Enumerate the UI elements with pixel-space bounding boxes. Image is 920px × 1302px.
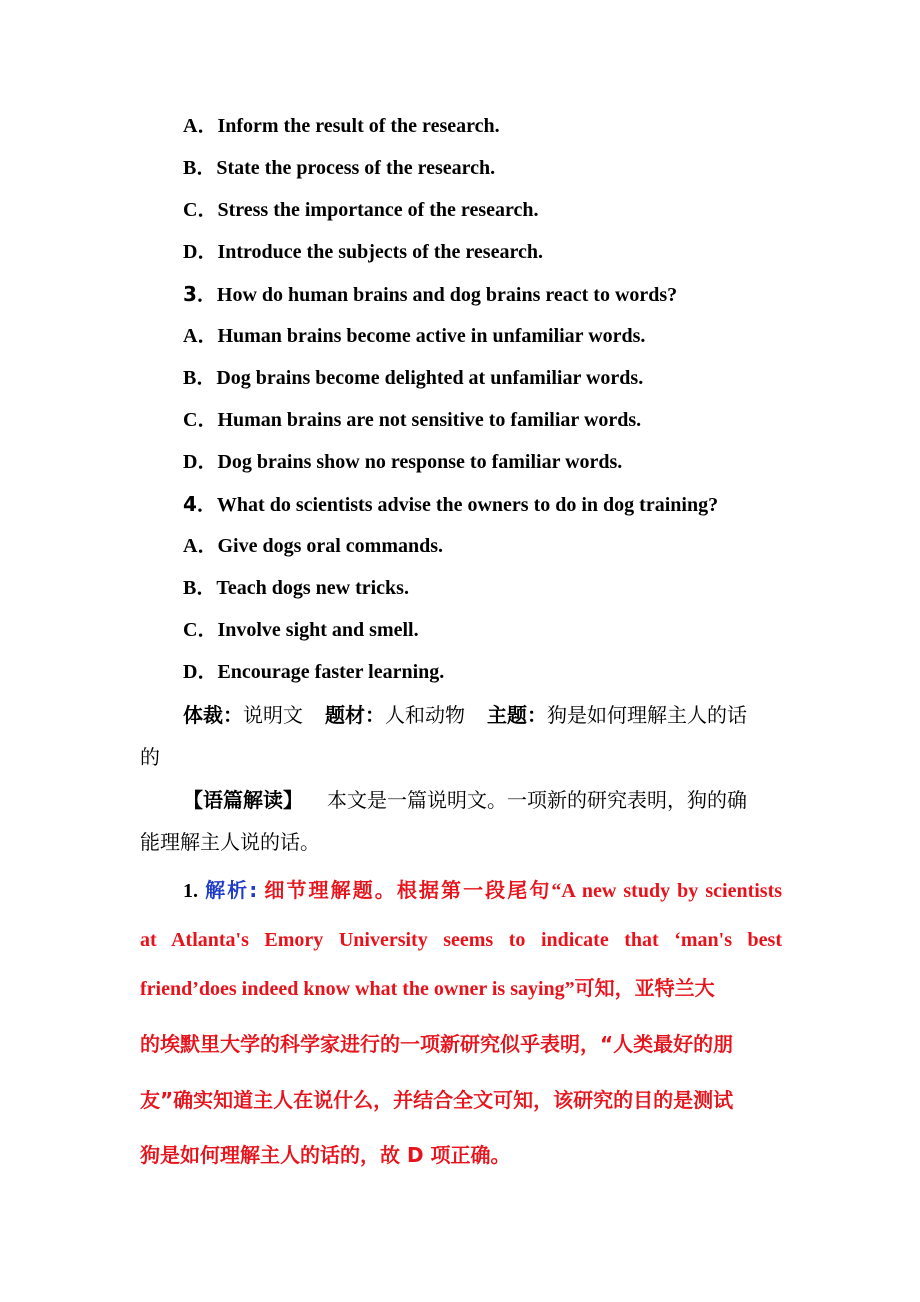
q2-option-a	[183, 114, 500, 138]
theme-value-continued: 的	[140, 745, 160, 769]
analysis-line-3	[140, 976, 782, 1002]
reading-text-continued: 能理解主人说的话。	[140, 830, 320, 854]
meta-line	[183, 702, 747, 728]
option-letter: B．	[183, 367, 217, 389]
q2-option-d	[183, 240, 543, 264]
q3-option-b	[183, 366, 643, 390]
option-letter: D．	[183, 451, 218, 473]
analysis-line-4	[140, 1031, 782, 1057]
option-text: Introduce the subjects of the research.	[217, 241, 543, 263]
analysis-text: 友”确实知道主人在说什么，并结合全文可知，该研究的目的是测试	[140, 1088, 734, 1112]
analysis-line-6	[140, 1142, 782, 1168]
q4-option-a	[183, 534, 443, 558]
q4-option-c	[183, 618, 419, 642]
option-text: Dog brains show no response to familiar words.	[217, 451, 623, 473]
option-letter: D．	[183, 241, 218, 263]
q4-option-b	[183, 576, 409, 600]
q4-stem	[183, 492, 718, 517]
analysis-line-2	[140, 927, 782, 953]
option-letter: A．	[183, 325, 218, 347]
analysis-text: 狗是如何理解主人的话的，故 D 项正确。	[140, 1143, 511, 1167]
q4-option-d	[183, 660, 444, 684]
q2-option-c	[183, 198, 539, 222]
option-text: State the process of the research.	[216, 157, 496, 179]
option-text: Dog brains become delighted at unfamiliar words.	[216, 367, 644, 389]
option-text: Teach dogs new tricks.	[216, 577, 409, 599]
question-text: What do scientists advise the owners to do in dog training?	[216, 494, 719, 516]
option-text: Inform the result of the research.	[217, 115, 500, 137]
analysis-text: at Atlanta's Emory University seems to indicate that ‘man's best	[140, 929, 782, 951]
analysis-line-5	[140, 1087, 782, 1113]
theme-value: 狗是如何理解主人的话	[547, 703, 747, 727]
option-text: Human brains are not sensitive to familiar words.	[217, 409, 642, 431]
option-text: Involve sight and smell.	[217, 619, 419, 641]
analysis-text: 细节理解题。根据第一段尾句“A new study by scientists	[264, 880, 783, 902]
q3-option-c	[183, 408, 641, 432]
theme-label: 主题：	[487, 703, 547, 727]
reading-text: 本文是一篇说明文。一项新的研究表明，狗的确	[327, 788, 747, 812]
option-letter: C．	[183, 619, 218, 641]
reading-label: 【语篇解读】	[183, 788, 303, 812]
question-text: How do human brains and dog brains react to words?	[216, 284, 678, 306]
genre-label: 体裁：	[183, 703, 243, 727]
analysis-text: 的埃默里大学的科学家进行的一项新研究似乎表明，“人类最好的朋	[140, 1032, 734, 1056]
analysis-label: 解析:	[205, 878, 258, 902]
option-letter: B．	[183, 577, 217, 599]
reading-summary-continued	[140, 829, 320, 855]
option-letter: C．	[183, 199, 218, 221]
q3-option-a	[183, 324, 645, 348]
analysis-text: friend’does indeed know what the owner is saying”可知，亚特兰大	[140, 978, 715, 1000]
option-letter: D．	[183, 661, 218, 683]
option-text: Stress the importance of the research.	[217, 199, 539, 221]
option-text: Encourage faster learning.	[217, 661, 445, 683]
q3-option-d	[183, 450, 622, 474]
option-text: Human brains become active in unfamiliar words.	[217, 325, 646, 347]
genre-value: 说明文	[243, 703, 303, 727]
option-letter: A．	[183, 535, 218, 557]
q3-stem	[183, 282, 677, 307]
q2-option-b	[183, 156, 495, 180]
topic-value: 人和动物	[385, 703, 465, 727]
option-text: Give dogs oral commands.	[217, 535, 444, 557]
option-letter: A．	[183, 115, 218, 137]
question-number: 4．	[183, 492, 217, 516]
question-number: 3．	[183, 282, 217, 306]
topic-label: 题材：	[325, 703, 385, 727]
option-letter: B．	[183, 157, 217, 179]
option-letter: C．	[183, 409, 218, 431]
analysis-number: 1.	[183, 880, 198, 902]
analysis-line-1	[183, 877, 782, 904]
reading-summary	[183, 787, 747, 813]
meta-line-continued	[140, 744, 160, 770]
